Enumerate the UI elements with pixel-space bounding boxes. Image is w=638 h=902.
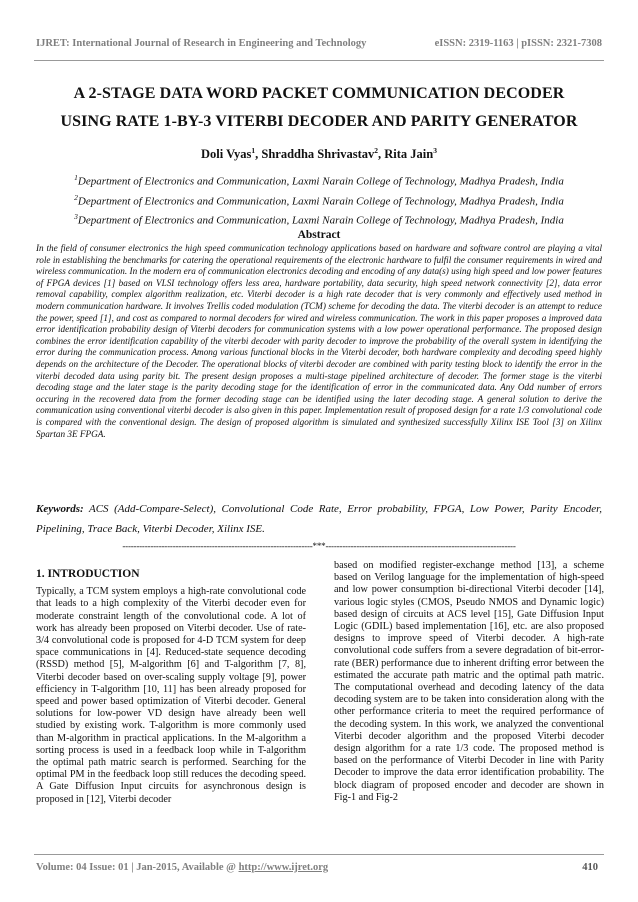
running-header [36, 38, 602, 49]
footer-volume [36, 862, 328, 873]
title-line-2: USING RATE 1-BY-3 VITERBI DECODER AND PARITY GENERATOR [60, 113, 578, 130]
affiliation-text: Department of Electronics and Communication, Laxmi Narain College of Technology, Madhya Pradesh, India [77, 195, 564, 208]
author-2: Shraddha Shrivastav [261, 147, 375, 162]
intro-paragraph-right: based on modified register-exchange method [13], a scheme based on Verilog language for the implementation of high-speed and low power consumption bi-directional Viterbi decoder [14], various logic styles (CMOS, Pseudo NMOS and Dynamic logic) based design of circuits at ACS level [15], Gate Diffusion Input Logic (GDIL) based implementation [16], etc. are also proposed designs to improve speed of Viterbi decoder. A high-rate convolutional code suffers from a severe degradation of bit-error-rate (BER) performance due to inherent drifting error between the estimated the accurate path matric and the optimal path matric. The computational overhead and decoding latency of the data decoding system are to be taken into consideration along with the other performance criteria to meet the required performance of the decoding system. In this work, we analyzed the conventional Viterbi decoder algorithm and the proposed Viterbi decoder design algorithm for a rate 1/3 code. The proposed method is based on the performance of Viterbi Decoder in line with Parity Decoder to improve the data error identification probability. The block diagram of proposed encoder and decoder are shown in Fig-1 and Fig-2 [334, 560, 604, 803]
page-number: 410 [582, 862, 598, 873]
author-3: Rita Jain [384, 147, 434, 162]
author-2-affil: 2 [374, 146, 379, 155]
left-column [36, 560, 306, 806]
journal-link[interactable]: http://www.ijret.org [238, 862, 329, 873]
keywords [36, 499, 602, 539]
right-column [334, 560, 604, 804]
footer-rule [34, 854, 604, 855]
section-heading: 1. INTRODUCTION [36, 568, 140, 580]
author-list [30, 146, 608, 162]
abstract-heading: Abstract [297, 229, 341, 241]
title-line-1: A 2-STAGE DATA WORD PACKET COMMUNICATION DECODER [73, 85, 565, 102]
intro-paragraph-left: Typically, a TCM system employs a high-rate convolutional code that leads to a high complexity of the Viterbi decoder even for moderate constraint length of the convolutional code. A lot of work has already been proposed on Viterbi decoder. Use of rate-3/4 convolutional code is proposed for 4-D TCM system for deep space communications in [4]. Reduced-state sequence decoding (RSSD) method [5], M-algorithm [6] and T-algorithm [7, 8], Viterbi decoder based on over-scaling supply voltage [9], power efficiency in T-algorithm [10, 11] has been already proposed for speed and power based optimization of Viterbi decoder. General solutions for low-power VD design have already been well studied by existing work. T-algorithm is more commonly used than M-algorithm in practical applications. In the M-algorithm a sorting process is used in a feedback loop while in T-algorithm the optimal path matric search is performed. Searching for the optimal PM in the feedback loop still reduces the decoding speed. A Gate Diffusion Input circuits for asynchronous design is proposed in [12], Viterbi decoder [36, 586, 306, 805]
affiliation-number: 1 [74, 173, 78, 182]
footer-prefix: Volume: 04 Issue: 01 | Jan-2015, Available @ [36, 862, 239, 873]
paper-title [30, 80, 608, 136]
affiliation-line [30, 170, 608, 190]
affiliation-number: 3 [74, 212, 78, 222]
author-3-affil: 3 [433, 146, 437, 155]
section-separator: --------------------------------------------------------------------***-------------------------------------------------------------------- [122, 541, 516, 551]
affiliation-line [30, 190, 608, 210]
author-sep-2: , [378, 147, 385, 162]
affiliation-text: Department of Electronics and Communication, Laxmi Narain College of Technology, Madhya Pradesh, India [77, 175, 564, 188]
affiliation-number: 2 [74, 192, 78, 202]
keywords-label: Keywords: [36, 503, 84, 515]
journal-name: IJRET: International Journal of Research in Engineering and Technology [36, 38, 367, 49]
abstract-body: In the field of consumer electronics the high speed communication technology applications based on hardware and software control are playing a vital role in establishing the benchmarks for catering the operational requirements of the electronic hardware to fulfil the consumer requirements in wired and wireless communication. In the modern era of communication electronics decoding and encoding of any data(s) using high speed and low power features of FPGA devices [1] based on VLSI technology offers less area, hardware portability, data security, high speed network connectivity [2], data error removal capability, complex algorithm realization, etc. Viterbi decoder is a high rate decoder that is very commonly and effectively used method in modern communication hardware. It involves Trellis coded modulation (TCM) scheme for decoding the data. The viterbi decoder is an attempt to reduce the power, speed [1], and cost as compared to normal decoders for wired and wireless communication. The work in this paper proposes a improved data error identification probability design of Viterbi decoders for communication systems with a low power operational performance. The proposed design combines the error identification capability of the viterbi decoder with parity decoder to improve the probability of the overall system in identifying the error during the communication process. Among various functional blocks in the Viterbi decoder, both hardware complexity and decoding speed highly depends on the architecture of the Decoder. The operational blocks of viterbi decoder are combined with parity testing block to identify the error in the viterbi decoded data using parity bit. The present design proposes a multi-stage pipelined architecture of decoder. The former stage is the viterbi decoding stage and the later stage is the parity decoding stage for the identification of error in the communicated data. Any Odd number of errors occuring in the recovered data from the former decoding stage can be identified using the later decoding stage. A general solution to derive the communication using conventional viterbi decoder is also given in this paper. Implementation result of proposed design for a rate 1/3 convolutional code is compared with the conventional design. The design of proposed algorithm is simulated and synthesized successfully Xilinx ISE Tool [3] on Xilinx Spartan 3E FPGA. [36, 243, 602, 439]
author-sep-1: , [255, 147, 262, 162]
keywords-text: ACS (Add-Compare-Select), Convolutional Code Rate, Error probability, FPGA, Low Power, Parity Encoder, Pipelining, Trace Back, Viterbi Decoder, Xilinx ISE. [36, 503, 602, 535]
affiliation-line [30, 209, 608, 229]
running-footer [36, 862, 598, 873]
author-1-affil: 1 [251, 146, 256, 155]
author-1: Doli Vyas [201, 147, 252, 162]
affiliations [30, 170, 608, 229]
header-rule [34, 60, 604, 61]
affiliation-text: Department of Electronics and Communication, Laxmi Narain College of Technology, Madhya Pradesh, India [77, 214, 564, 227]
issn-numbers: eISSN: 2319-1163 | pISSN: 2321-7308 [434, 38, 602, 49]
